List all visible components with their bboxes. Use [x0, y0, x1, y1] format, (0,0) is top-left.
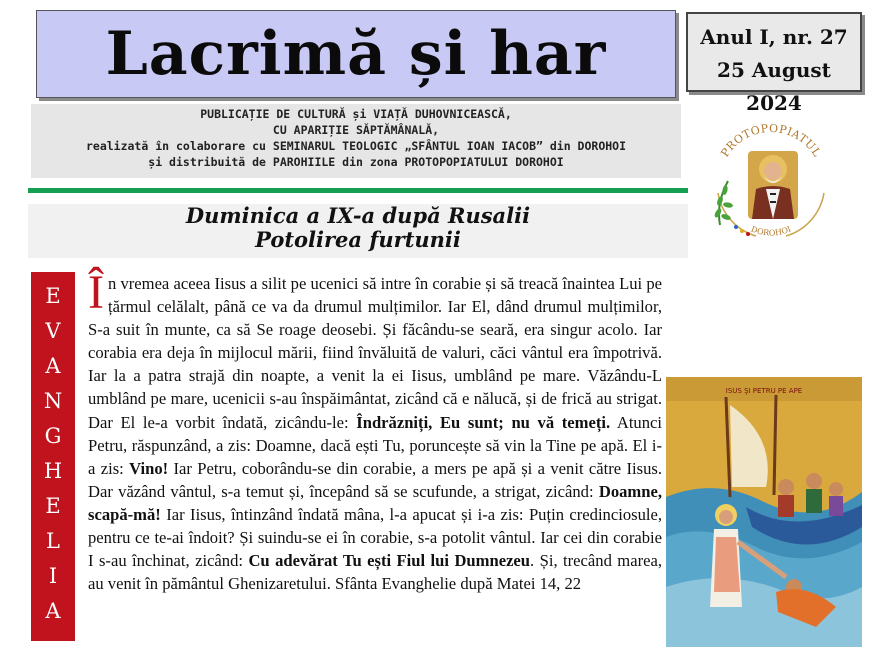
protopopiat-logo [706, 113, 836, 243]
sunday-title-line2: Potolirea furtunii [255, 227, 461, 252]
side-letter: A [45, 599, 61, 623]
side-letter: E [45, 494, 61, 518]
gospel-segment: Iar Iisus, întinzând îndată mâna, l-a apucat și i-a zis: Puțin credinciosule, pentru ce te-ai îndoit? Și suindu-se ei în corabie, s-a potolit vântul. Iar cei din corabie I s-au închinat, zicând: [88, 504, 662, 571]
publication-subtitle [31, 104, 681, 178]
sunday-title [28, 204, 688, 258]
logo-top-text: PROTOPOPIATUL [718, 121, 824, 160]
side-letter: H [43, 459, 63, 483]
logo-bottom-text: DOROHOI [749, 224, 793, 238]
gospel-bold-quote: Cu adevărat Tu ești Fiul lui Dumnezeu [248, 551, 531, 571]
gospel-bold-quote: Vino! [129, 458, 169, 478]
sunday-title-line1: Duminica a IX-a după Rusalii [185, 203, 531, 228]
icon-caption: ISUS ŞI PETRU PE APE [725, 387, 803, 395]
issue-number: Anul I, nr. 27 [700, 25, 848, 49]
side-letter: V [45, 319, 61, 343]
masthead-title-box [36, 10, 676, 98]
gospel-segment: Iar Petru, coborându-se din corabie, a mers pe apă și a venit către Iisus. Dar văzând vântul, s-a temut și, începând să se scufunde, a strigat, zicând: [88, 458, 662, 501]
saint-nicholas-icon [748, 151, 798, 219]
issue-date: 25 August 2024 [717, 58, 831, 115]
subtitle-line: realizată în colaborare cu SEMINARUL TEOLOGIC „SFÂNTUL IOAN IACOB” din DOROHOI [85, 139, 627, 153]
gospel-segment: n vremea aceea Iisus a silit pe ucenici să intre în corabie și să treacă înaintea Lui pe țărmul celălalt, până ce va da drumul mulțimilor. Iar El, dând drumul mulțimilor, S-a suit în munte, ca să Se roage deosebi. Și făcându-se seară, era singur acolo. Iar corabia era deja în mijlocul mării, fiind învăluită de valuri, căci vântul era împotrivă. Iar la a patra strajă din noapte, a venit la ei Iisus, umblând pe mare. Văzându-L umblând pe mare, ucenicii s-au înspăimântat, zicând că e nălucă, și de frică au strigat. Dar El le-a vorbit îndată, zicându-le: [88, 274, 662, 432]
subtitle-line: PUBLICAȚIE DE CULTURĂ și VIAȚĂ DUHOVNICEASCĂ, [200, 107, 512, 121]
evanghelia-side-label [31, 272, 75, 641]
gospel-bold-quote: Îndrăzniți, Eu sunt; nu vă temeți. [356, 412, 611, 432]
green-divider [28, 188, 688, 193]
newspaper-title: Lacrimă și har [105, 19, 607, 89]
side-letter: N [43, 389, 63, 413]
laurel-icon [713, 181, 733, 225]
issue-box [686, 12, 862, 115]
side-letter: A [45, 354, 61, 378]
dropcap: Î [88, 266, 104, 319]
subtitle-line: CU APARIȚIE SĂPTĂMÂNALĂ, [272, 123, 440, 137]
side-letter: E [45, 284, 61, 308]
side-letter: G [44, 424, 62, 448]
subtitle-line: și distribuită de PAROHIILE din zona PROTOPOPIATULUI DOROHOI [148, 155, 564, 169]
side-letter: I [48, 564, 58, 588]
side-letter: L [46, 529, 60, 553]
jesus-walking-on-water-icon [666, 377, 862, 647]
gospel-segment: . Și, trecând marea, au venit în pământul Ghenizaretului. Sfânta Evanghelie după Matei 14, 22 [88, 551, 662, 594]
gospel-bold-quote: Doamne, scapă-mă! [88, 481, 662, 524]
gospel-segment: Atunci Petru, răspunzând, a zis: Doamne, dacă ești Tu, poruncește să vin la Tine pe apă. El i-a zis: [88, 412, 662, 478]
